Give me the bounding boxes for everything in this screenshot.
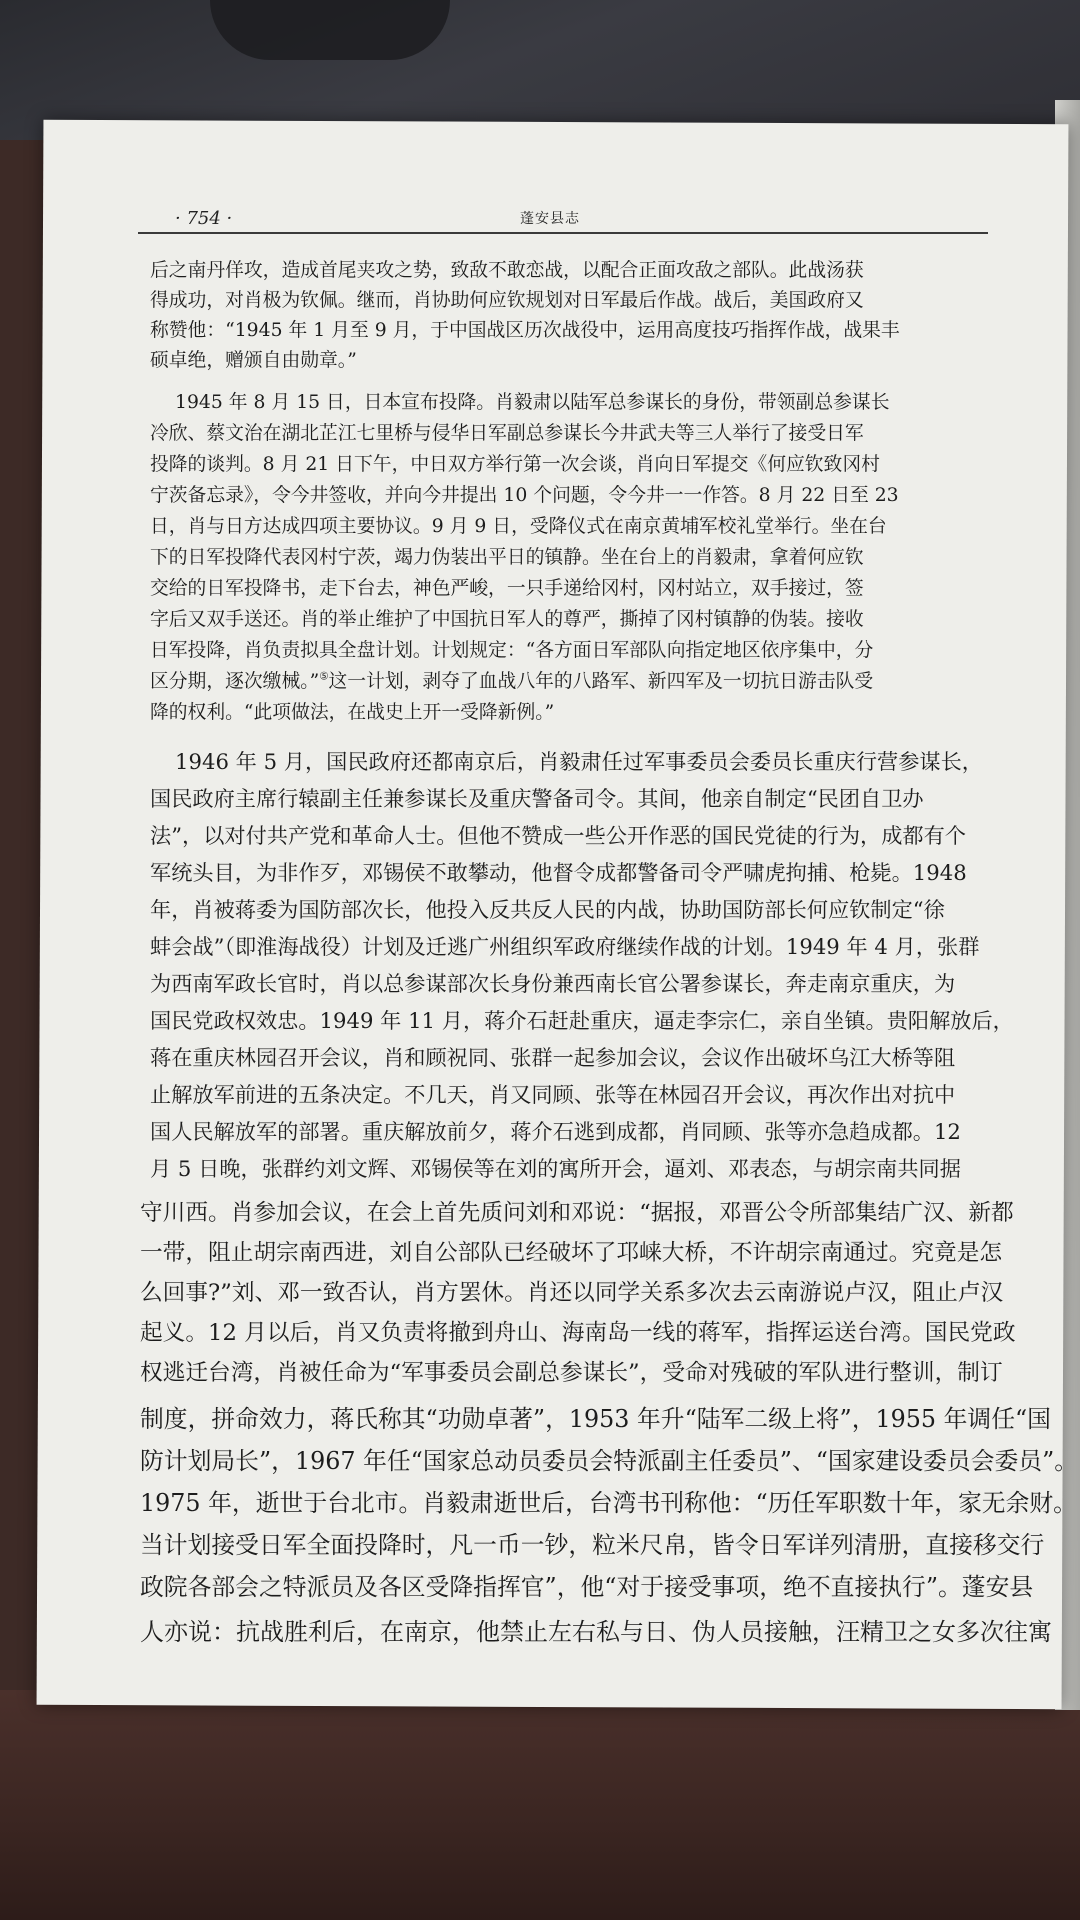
text-line: 起义。12 月以后，肖又负责将撤到舟山、海南岛一线的蒋军，指挥运送台湾。国民党政: [140, 1320, 1016, 1346]
text-line: 蚌会战”（即淮海战役）计划及迁逃广州组织军政府继续作战的计划。1949 年 4 月，张群: [150, 934, 980, 959]
text-line: 区分期，逐次缴械。”⑤这一计划，剥夺了血战八年的八路军、新四军及一切抗日游击队受: [150, 670, 874, 692]
text-line: 国民党政权效忠。1949 年 11 月，蒋介石赶赴重庆，逼走李宗仁，亲自坐镇。贵阳解放后，: [150, 1008, 1014, 1033]
text-line: 年，肖被蒋委为国防部次长，他投入反共反人民的内战，协助国防部长何应钦制定“徐: [150, 897, 945, 922]
text-line: 月 5 日晚，张群约刘文辉、邓锡侯等在刘的寓所开会，逼刘、邓表态，与胡宗南共同据: [150, 1156, 961, 1181]
text-line: 字后又双手送还。肖的举止维护了中国抗日军人的尊严，撕掉了冈村镇静的伪装。接收: [150, 609, 864, 630]
text-line: 蒋在重庆林园召开会议，肖和顾祝同、张群一起参加会议，会议作出破坏乌江大桥等阻: [150, 1045, 956, 1070]
text-line: 一带，阻止胡宗南西进，刘自公部队已经破坏了邛崃大桥，不许胡宗南通过。究竟是怎: [140, 1240, 1003, 1266]
background-object: [210, 0, 450, 60]
text-line: 1975 年，逝世于台北市。肖毅肃逝世后，台湾书刊称他：“历任军职数十年，家无余财。: [140, 1489, 1077, 1517]
text-line: 军统头目，为非作歹，邓锡侯不敢攀动，他督令成都警备司令严啸虎拘捕、枪毙。1948: [150, 860, 967, 885]
text-line: 国民政府主席行辕副主任兼参谋长及重庆警备司令。其间，他亲自制定“民团自卫办: [150, 786, 924, 811]
text-line: 后之南丹佯攻，造成首尾夹攻之势，致敌不敢恋战，以配合正面攻敌之部队。此战汤获: [150, 260, 864, 281]
text-line: 称赞他：“1945 年 1 月至 9 月，于中国战区历次战役中，运用高度技巧指挥作战，战果丰: [150, 320, 900, 341]
text-line: 日，肖与日方达成四项主要协议。9 月 9 日，受降仪式在南京黄埔军校礼堂举行。坐在台: [150, 516, 887, 537]
text-line: 冷欣、蔡文治在湖北芷江七里桥与侵华日军副总参谋长今井武夫等三人举行了接受日军: [150, 423, 864, 444]
text-line: 当计划接受日军全面投降时，凡一币一钞，粒米尺帛，皆令日军详列清册，直接移交行: [140, 1531, 1045, 1559]
header-rule: [138, 232, 988, 234]
text-line: 交给的日军投降书，走下台去，神色严峻，一只手递给冈村，冈村站立，双手接过，签: [150, 578, 864, 599]
text-line: 1945 年 8 月 15 日，日本宣布投降。肖毅肃以陆军总参谋长的身份，带领副总参谋长: [175, 392, 890, 413]
text-line: 硕卓绝，赠颁自由勋章。”: [150, 350, 357, 371]
text-line: 么回事?”刘、邓一致否认，肖方罢休。肖还以同学关系多次去云南游说卢汉，阻止卢汉: [140, 1280, 1004, 1306]
text-line: 权逃迁台湾，肖被任命为“军事委员会副总参谋长”，受命对残破的军队进行整训，制订: [140, 1360, 1003, 1386]
text-line: 1946 年 5 月，国民政府还都南京后，肖毅肃任过军事委员会委员长重庆行营参谋长，: [175, 749, 983, 774]
text-line: 制度，拼命效力，蒋氏称其“功勋卓著”，1953 年升“陆军二级上将”，1955 年调任“国: [140, 1405, 1051, 1433]
background-top: [0, 0, 1080, 140]
page-number: · 754 ·: [175, 208, 233, 229]
text-line: 政院各部会之特派员及各区受降指挥官”，他“对于接受事项，绝不直接执行”。蓬安县: [140, 1573, 1034, 1601]
text-line: 宁茨备忘录》，令今井签收，并向今井提出 10 个问题，令今井一一作答。8 月 22 日至 23: [150, 485, 899, 506]
text-line: 为西南军政长官时，肖以总参谋部次长身份兼西南长官公署参谋长，奔走南京重庆，为: [150, 971, 956, 996]
text-line: 日军投降，肖负责拟具全盘计划。计划规定：“各方面日军部队向指定地区依序集中，分: [150, 640, 874, 661]
footnote-mark: ⑤: [319, 670, 329, 683]
text-line: 法”，以对付共产党和革命人士。但他不赞成一些公开作恶的国民党徒的行为，成都有个: [150, 823, 966, 848]
text-line: 投降的谈判。8 月 21 日下午，中日双方举行第一次会谈，肖向日军提交《何应钦致冈村: [150, 454, 880, 475]
text-line: 防计划局长”，1967 年任“国家总动员委员会特派副主任委员”、“国家建设委员会委员”。: [140, 1447, 1079, 1475]
table-surface: [0, 1690, 1080, 1920]
text-line: 守川西。肖参加会议，在会上首先质问刘和邓说：“据报，邓晋公令所部集结广汉、新都: [140, 1200, 1014, 1226]
text-line: 下的日军投降代表冈村宁茨，竭力伪装出平日的镇静。坐在台上的肖毅肃，拿着何应钦: [150, 547, 864, 568]
text-line: 国人民解放军的部署。重庆解放前夕，蒋介石逃到成都，肖同顾、张等亦急趋成都。12: [150, 1119, 961, 1144]
text-line: 得成功，对肖极为钦佩。继而，肖协助何应钦规划对日军最后作战。战后，美国政府又: [150, 290, 864, 311]
text-line: 降的权利。“此项做法，在战史上开一受降新例。”: [150, 702, 555, 723]
text-line: 人亦说：抗战胜利后，在南京，他禁止左右私与日、伪人员接触，汪精卫之女多次往寓: [140, 1618, 1052, 1646]
running-head: 蓬安县志: [520, 211, 580, 227]
text-line: 止解放军前进的五条决定。不几天，肖又同顾、张等在林园召开会议，再次作出对抗中: [150, 1082, 956, 1107]
